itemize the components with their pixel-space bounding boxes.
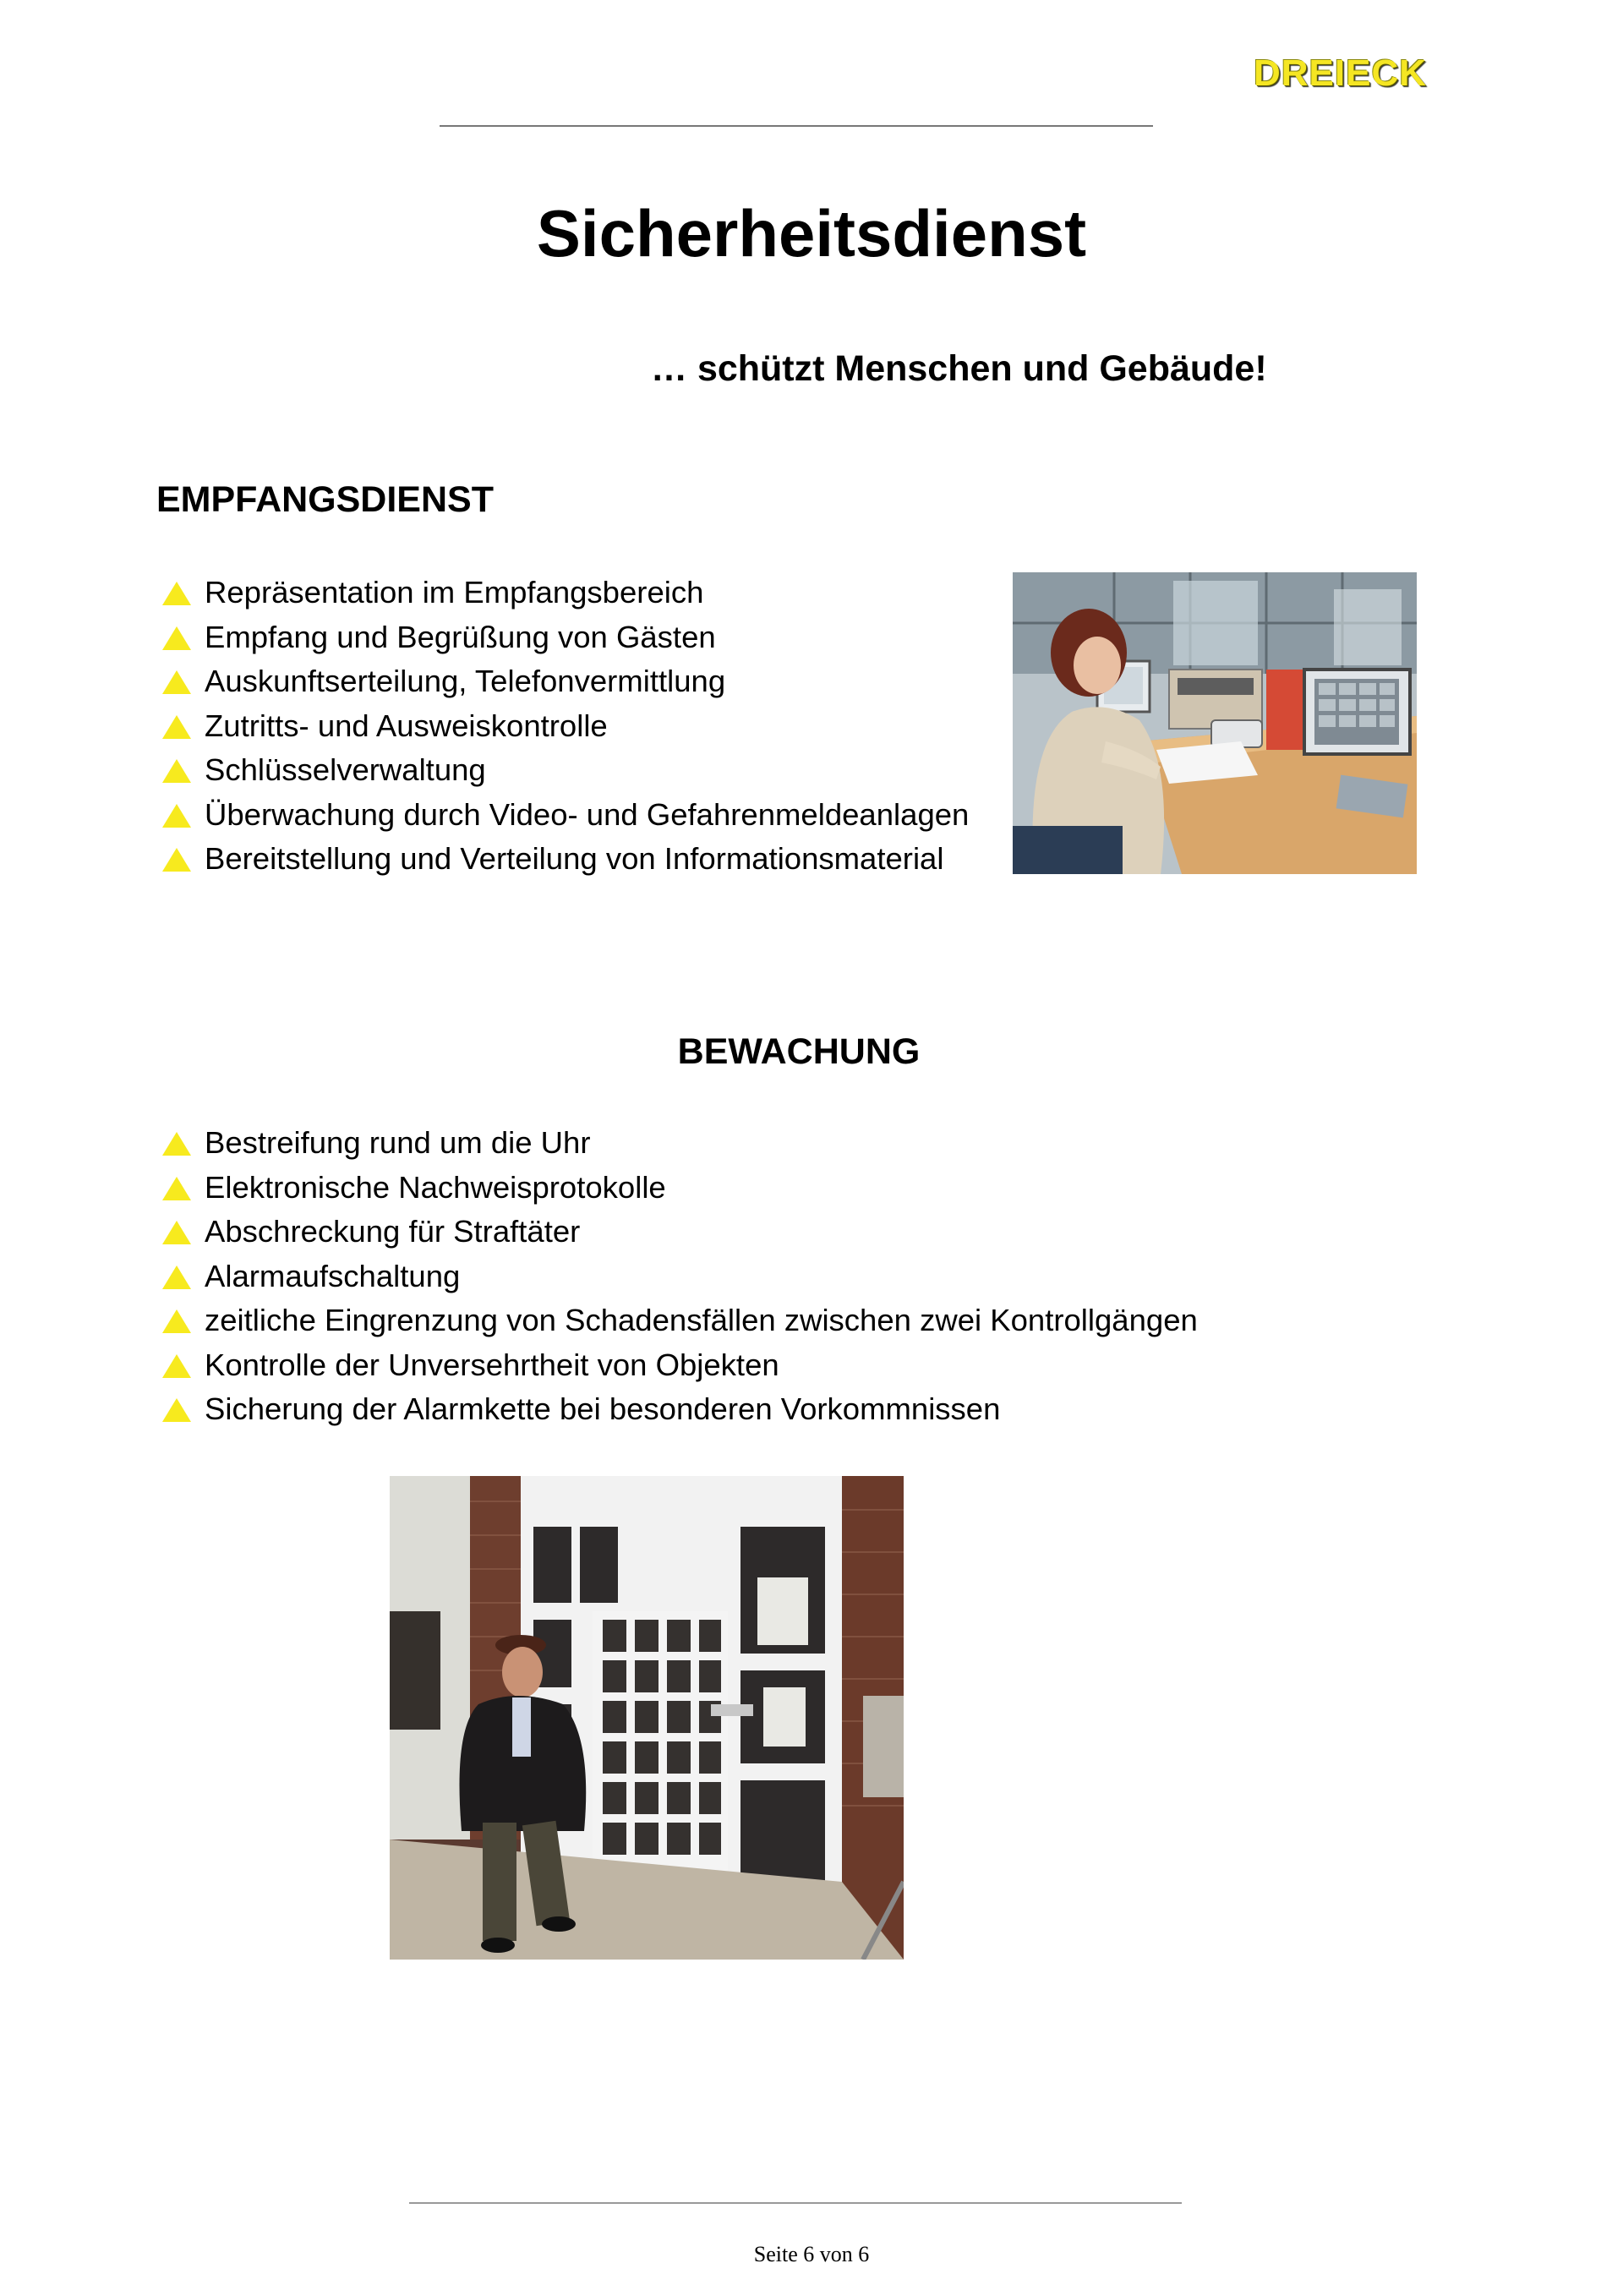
page-number: Seite 6 von 6: [753, 2242, 870, 2266]
list-item: Alarmaufschaltung: [157, 1255, 1198, 1299]
list-item: Bereitstellung und Verteilung von Informationsmaterial: [157, 837, 969, 882]
triangle-bullet-icon: [162, 1132, 191, 1156]
list-item: Sicherung der Alarmkette bei besonderen Vorkommnissen: [157, 1387, 1198, 1432]
page-subtitle: … schützt Menschen und Gebäude!: [651, 348, 1267, 389]
reception-photo: [1013, 572, 1417, 874]
triangle-bullet-icon: [162, 1309, 191, 1333]
list-item: Zutritts- und Ausweiskontrolle: [157, 704, 969, 749]
header-divider: [440, 125, 1153, 127]
triangle-bullet-icon: [162, 848, 191, 872]
triangle-bullet-icon: [162, 1177, 191, 1200]
triangle-bullet-icon: [162, 1354, 191, 1378]
empfangsdienst-list: [157, 571, 969, 882]
list-item: Repräsentation im Empfangsbereich: [157, 571, 969, 615]
security-guard-photo: [390, 1476, 904, 1960]
footer-divider: [409, 2202, 1182, 2204]
triangle-bullet-icon: [162, 626, 191, 650]
triangle-bullet-icon: [162, 804, 191, 828]
section-heading-bewachung: BEWACHUNG: [677, 1031, 921, 1072]
triangle-bullet-icon: [162, 715, 191, 739]
triangle-bullet-icon: [162, 582, 191, 605]
list-item: Überwachung durch Video- und Gefahrenmeldeanlagen: [157, 793, 969, 838]
list-item: Auskunftserteilung, Telefonvermittlung: [157, 659, 969, 704]
list-item: Bestreifung rund um die Uhr: [157, 1121, 1198, 1166]
list-item: Abschreckung für Straftäter: [157, 1210, 1198, 1255]
list-item: Elektronische Nachweisprotokolle: [157, 1166, 1198, 1211]
list-item: Schlüsselverwaltung: [157, 748, 969, 793]
triangle-bullet-icon: [162, 1398, 191, 1422]
list-item: Kontrolle der Unversehrtheit von Objekten: [157, 1343, 1198, 1388]
page-title: Sicherheitsdienst: [536, 196, 1087, 271]
list-item: zeitliche Eingrenzung von Schadensfällen zwischen zwei Kontrollgängen: [157, 1298, 1198, 1343]
triangle-bullet-icon: [162, 759, 191, 783]
list-item: Empfang und Begrüßung von Gästen: [157, 615, 969, 660]
bewachung-list: [157, 1121, 1198, 1432]
brand-logo: DREIECK: [1253, 52, 1427, 94]
triangle-bullet-icon: [162, 1221, 191, 1244]
triangle-bullet-icon: [162, 1266, 191, 1289]
triangle-bullet-icon: [162, 670, 191, 694]
section-heading-empfangsdienst: EMPFANGSDIENST: [156, 479, 494, 520]
